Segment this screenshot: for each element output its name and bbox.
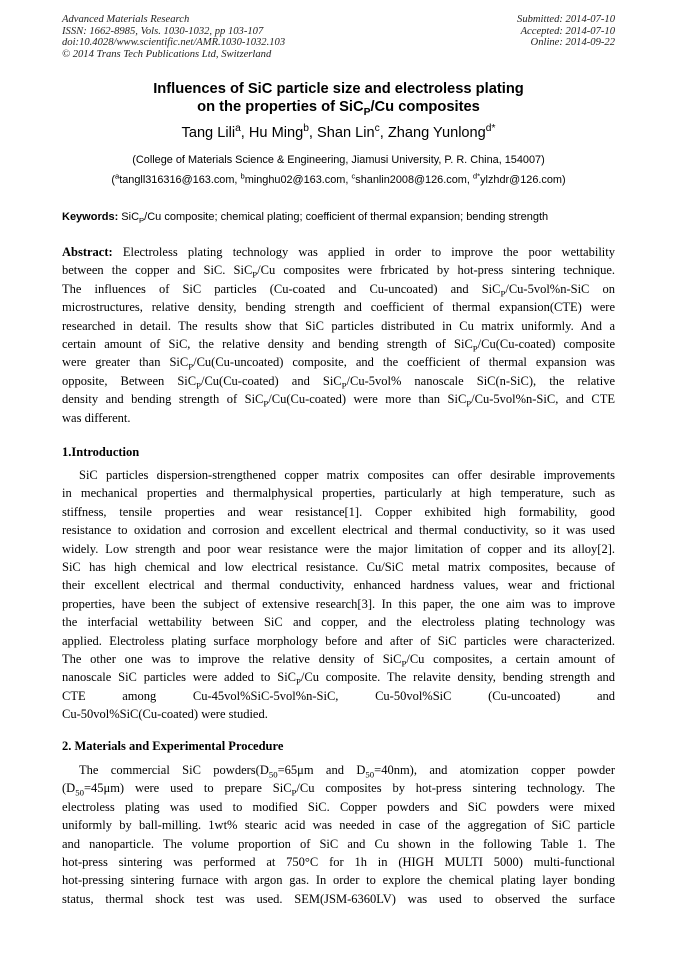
keywords: Keywords: SiC$_P$/Cu composite; chemical plating; coefficient of thermal expansion; bending strength — [62, 211, 549, 226]
date-submitted: Submitted: 2014-07-10 — [517, 14, 615, 25]
intro-line: resistance to oxidation and corrosion and excellent electrical and thermal conductivity, so it was used — [62, 523, 615, 538]
author: Zhang Yunlong$^{d*}$ — [387, 123, 496, 141]
abstract-line: researched in detail. The results show that SiC particles distributed in Cu matrix uniformly. And a — [62, 318, 615, 333]
abstract-line: were greater than SiC$_P$/Cu(Cu-uncoated) composite, and the coefficient of thermal expansion was — [62, 355, 616, 372]
abstract-line: opposite, Between SiC$_P$/Cu(Cu-coated) and SiC$_P$/Cu-5vol% nanoscale SiC(n-SiC), the relative — [62, 373, 615, 391]
methods-line: status, thermal shock test was used. SEM(JSM-6360LV) was used to observed the surface — [62, 891, 615, 906]
intro-line: SiC has high chemical and low electrical resistance. Cu/SiC metal matrix composites, because of — [62, 559, 615, 574]
email-link[interactable]: tangll316316@163.com — [119, 174, 235, 186]
author: Shan Lin$^c$ — [317, 123, 380, 141]
intro-line: in mechanical properties and thermalphysical properties, particularly at high temperature, such as — [62, 486, 615, 501]
author: Tang Lili$^a$ — [181, 123, 241, 141]
title-line-2: on the properties of SiC$_P$/Cu composites — [197, 98, 480, 118]
methods-line: The commercial SiC $powders(D_{50}=65\mu m$ and $D_{50}=40nm$), and atomization copper powder — [79, 763, 615, 780]
methods-line: and nanoparticle. The volume proportion of SiC and Cu shown in the following Table 1. The — [62, 836, 615, 851]
introduction-body — [62, 466, 615, 723]
abstract-line: certain amount of SiC, the relative density and bending strength of SiC$_P$/Cu(Cu-coated) composite — [62, 336, 616, 354]
section-heading-methods: 2. Materials and Experimental Procedure — [62, 739, 284, 753]
author-emails: ($^a$tangll316316@163.com, $^b$minghu02@163.com, $^c$shanlin2008@126.com, $^{d*}$ylzhdr@126.com) — [111, 171, 566, 186]
paper-title — [62, 81, 615, 116]
intro-line: SiC particles dispersion-strengthened copper matrix composites can offer desirable improvements — [79, 468, 615, 482]
date-online: Online: 2014-09-22 — [530, 37, 615, 48]
journal-info — [62, 14, 285, 60]
abstract-line: Electroless plating technology was applied in order to improve the poor wettability — [112, 245, 615, 259]
methods-line: uniformly by ball-milling. 1wt% stearic acid was needed in case of the aggregation of SiC particle — [62, 818, 615, 833]
intro-line: the interfacial wettability between SiC and copper, and the electroless plating technology was — [62, 615, 615, 630]
abstract-line: density and bending strength of SiC$_P$/Cu(Cu-coated) were more than SiC$_P$/Cu-5vol%n-SiC, and CTE — [62, 392, 615, 409]
intro-line: applied. Electroless plating surface morphology before and after of SiC particles were characterized. — [62, 633, 615, 648]
methods-line: $(D_{50}=45\mu m)$ were used to prepare SiC$_P$/Cu composites by hot-press sintering technology. The — [62, 781, 616, 798]
email-link[interactable]: shanlin2008@126.com — [355, 174, 467, 186]
journal-issn: ISSN: 1662-8985, Vols. 1030-1032, pp 103-107 — [62, 25, 264, 37]
intro-line: Cu-50vol%SiC(Cu-coated) were studied. — [62, 707, 268, 722]
journal-doi: doi:10.4028/www.scientific.net/AMR.1030-1032.103 — [62, 37, 286, 48]
abstract-line: microstructures, relative density, bending strength and coefficient of thermal expansion(CTE) were — [62, 300, 615, 315]
date-accepted: Accepted: 2014-07-10 — [520, 25, 615, 37]
methods-line: electroless plating was used to modified SiC. Copper powders and SiC powders were mixed — [62, 799, 615, 814]
submission-dates — [517, 14, 615, 49]
methods-line: hot-press sintering was performed at 750°C for 1h in (HIGH MULTI 5000) multi-functional — [62, 854, 615, 869]
intro-line: CTE among Cu-45vol%SiC-5vol%n-SiC, Cu-50vol%SiC (Cu-uncoated) and — [62, 688, 615, 703]
email-link[interactable]: minghu02@163.com — [244, 174, 346, 186]
affiliation: (College of Materials Science & Engineering, Jiamusi University, P. R. China, 154007) — [132, 154, 545, 166]
section-heading-introduction: 1.Introduction — [62, 445, 140, 459]
title-line-1: Influences of SiC particle size and electroless plating — [153, 81, 524, 97]
abstract-line: The influences of SiC particles (Cu-coated and Cu-uncoated) and SiC$_P$/Cu-5vol%n-SiC on — [62, 281, 615, 299]
methods-body — [62, 761, 615, 908]
abstract — [62, 243, 615, 427]
abstract-label: Abstract: — [62, 245, 113, 259]
author: Hu Ming$^b$ — [248, 123, 309, 141]
abstract-line: between the copper and SiC. SiC$_P$/Cu composites were frbricated by hot-press sintering technique. — [62, 263, 616, 280]
journal-name: Advanced Materials Research — [62, 14, 190, 25]
methods-line: hot-pressing sintering furnace with argon gas. In order to explore the chemical plating layer bonding — [62, 873, 615, 888]
intro-line: The other one was to improve the relative density of SiC$_P$/Cu composites, a certain amount of — [62, 651, 615, 669]
intro-line: stiffness, tensile properties and wear resistance[1]. Copper exhibited high formability, good — [62, 504, 615, 519]
intro-line: nanoscale SiC particles were added to SiC$_P$/Cu composite. The relavite density, bending strength and — [62, 670, 615, 687]
intro-line: their excellent electrical and thermal conductivity, enhanced hardness values, wear and frictional — [62, 578, 615, 593]
keywords-label: Keywords: — [62, 211, 119, 223]
journal-copyright: © 2014 Trans Tech Publications Ltd, Switzerland — [62, 48, 272, 60]
intro-line: properties, have been the subject of extensive research[3]. In this paper, the one aim was to improve — [62, 596, 615, 611]
abstract-line: was different. — [62, 410, 131, 425]
author-list: Tang Lili$^a$, Hu Ming$^b$, Shan Lin$^c$, Zhang Yunlong$^{d*}$ — [181, 123, 496, 141]
email-link[interactable]: ylzhdr@126.com — [480, 174, 562, 186]
intro-line: widely. Low strength and poor wear resistance were the major limitation of copper and its alloy[2]. — [62, 541, 615, 556]
